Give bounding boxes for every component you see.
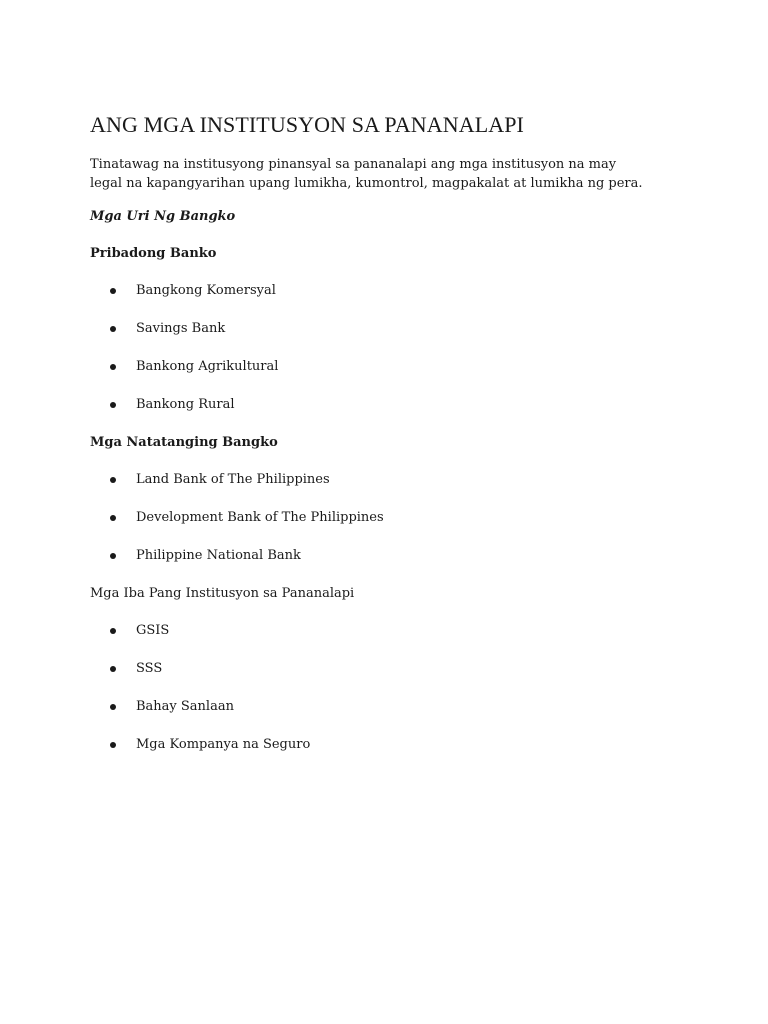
- list-item-label: Bahay Sanlaan: [136, 699, 234, 714]
- subheading-special-banks: Mga Natatanging Bangko: [90, 435, 278, 450]
- subheading-other-institutions: Mga Iba Pang Institusyon sa Pananalapi: [90, 586, 355, 601]
- bullet-icon: [110, 402, 116, 408]
- section-heading-types: Mga Uri Ng Bangko: [90, 209, 236, 224]
- bullet-icon: [110, 742, 116, 748]
- bullet-icon: [110, 364, 116, 370]
- list-item-label: SSS: [136, 661, 163, 676]
- list-item-label: Bankong Rural: [136, 397, 235, 412]
- bullet-icon: [110, 704, 116, 710]
- bullet-icon: [110, 515, 116, 521]
- list-item-label: Development Bank of The Philippines: [136, 510, 384, 525]
- bullet-icon: [110, 553, 116, 559]
- bullet-icon: [110, 628, 116, 634]
- intro-paragraph: Tinatawag na institusyong pinansyal sa pananalapi ang mga institusyon na may legal na kapangyarihan upang lumikha, kumontrol, magpakalat at lumikha ng pera.: [90, 157, 643, 191]
- bullet-icon: [110, 477, 116, 483]
- bullet-icon: [110, 666, 116, 672]
- bullet-icon: [110, 288, 116, 294]
- subheading-private-banks: Pribadong Banko: [90, 246, 217, 261]
- list-item-label: Bangkong Komersyal: [136, 283, 276, 298]
- list-item-label: Mga Kompanya na Seguro: [136, 737, 311, 752]
- list-item-label: Bankong Agrikultural: [136, 359, 279, 374]
- list-item-label: Philippine National Bank: [136, 548, 301, 563]
- page-title: ANG MGA INSTITUSYON SA PANANALAPI: [90, 112, 524, 137]
- list-item-label: Land Bank of The Philippines: [136, 472, 330, 487]
- bullet-icon: [110, 326, 116, 332]
- list-item-label: Savings Bank: [136, 321, 226, 336]
- list-item-label: GSIS: [136, 623, 170, 638]
